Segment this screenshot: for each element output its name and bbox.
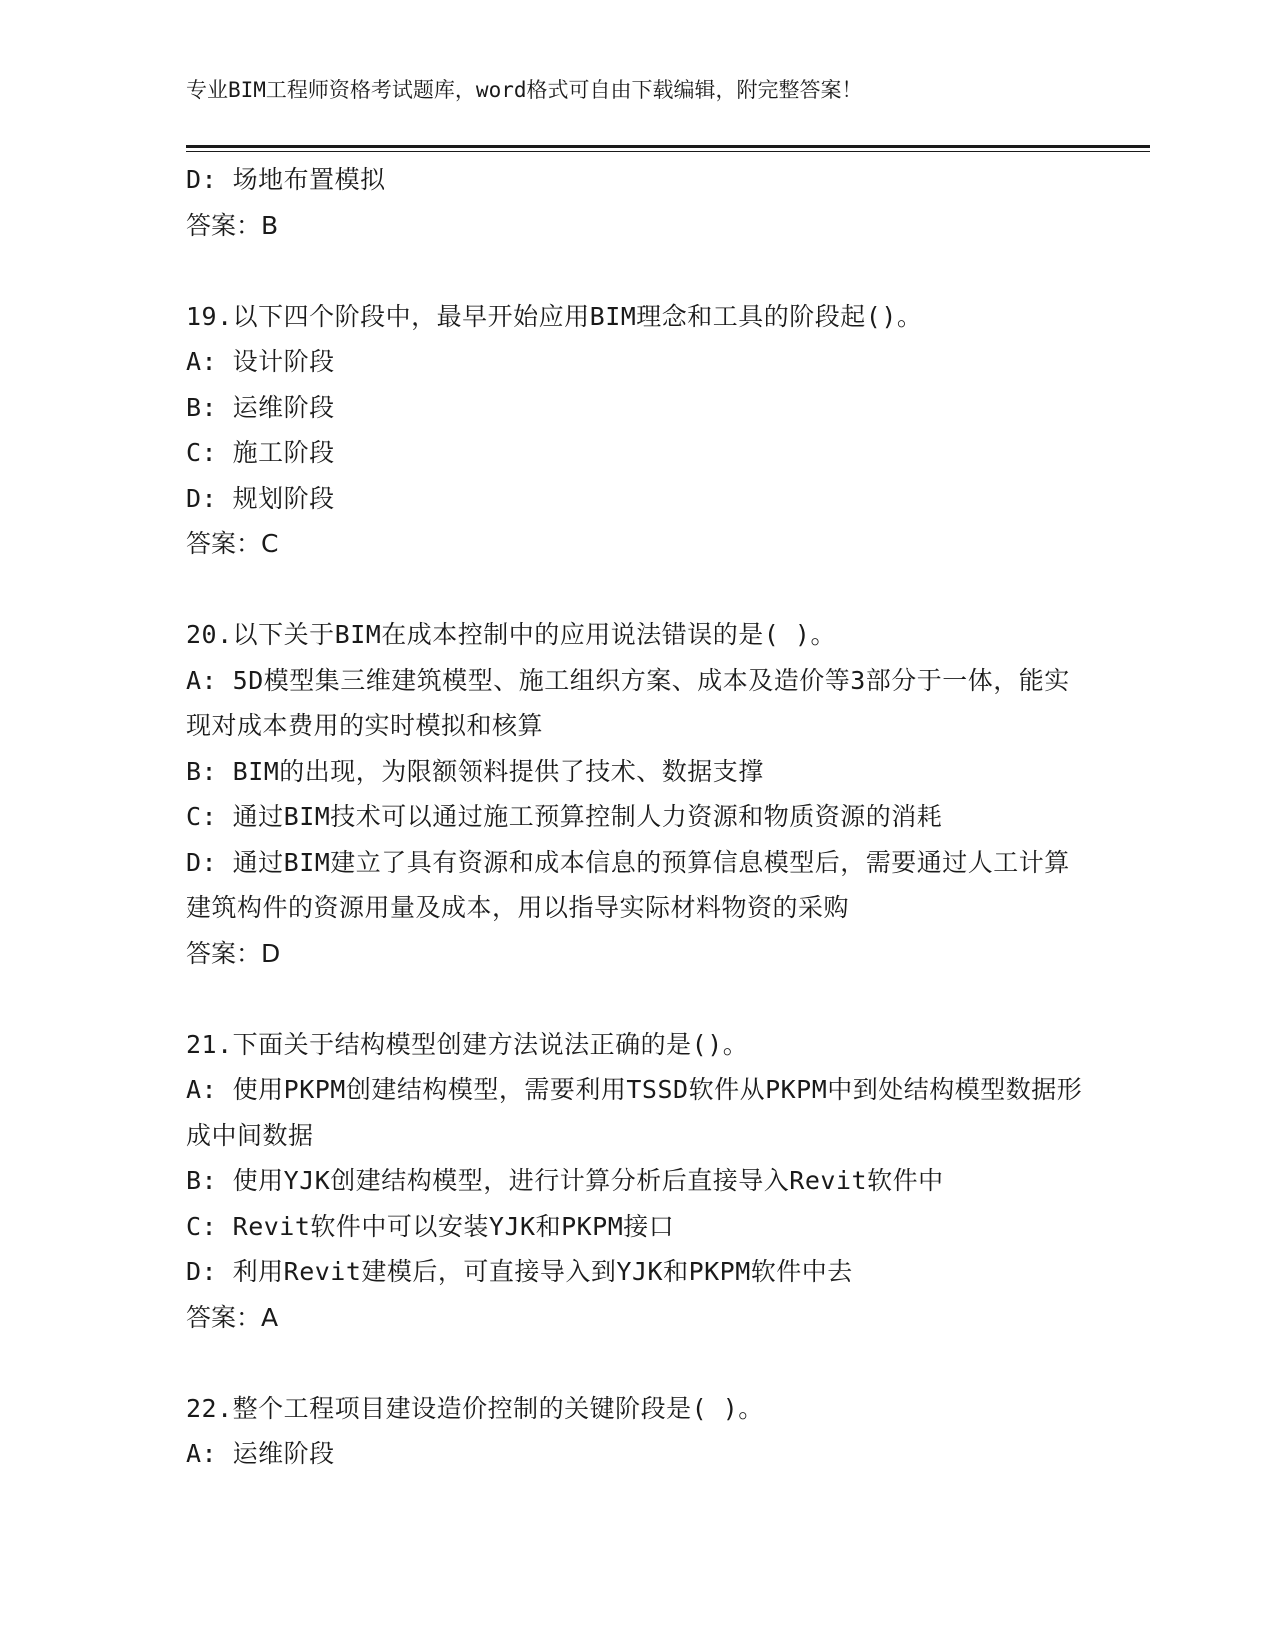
- header-rule-thick: [186, 145, 1150, 148]
- option-line: D: 规划阶段: [186, 483, 335, 513]
- question-stem: 21.下面关于结构模型创建方法说法正确的是()。: [186, 1029, 749, 1059]
- option-line: A: 使用PKPM创建结构模型，需要利用TSSD软件从PKPM中到处结构模型数据形成中间数据: [186, 1075, 1083, 1150]
- page-header: 专业BIM工程师资格考试题库，word格式可自由下载编辑，附完整答案！: [186, 78, 863, 102]
- question-stem: 22.整个工程项目建设造价控制的关键阶段是( )。: [186, 1393, 764, 1423]
- question-20: [186, 612, 1086, 976]
- answer-line: 答案：C: [186, 529, 279, 558]
- answer-line: 答案：A: [186, 1302, 279, 1332]
- option-line: D: 利用Revit建模后，可直接导入到YJK和PKPM软件中去: [186, 1257, 853, 1286]
- option-line: A: 设计阶段: [186, 347, 335, 376]
- option-line: B: 运维阶段: [186, 392, 335, 422]
- question-stem: 19.以下四个阶段中，最早开始应用BIM理念和工具的阶段起()。: [186, 301, 923, 331]
- answer-line: 答案：B: [186, 210, 279, 240]
- spacer: [186, 976, 1086, 1022]
- question-stem: 20.以下关于BIM在成本控制中的应用说法错误的是( )。: [186, 620, 836, 649]
- option-line: C: Revit软件中可以安装YJK和PKPM接口: [186, 1211, 675, 1241]
- option-line: B: BIM的出现，为限额领料提供了技术、数据支撑: [186, 756, 764, 786]
- question-content: [186, 157, 1086, 1477]
- option-line: C: 通过BIM技术可以通过施工预算控制人力资源和物质资源的消耗: [186, 802, 943, 831]
- answer-line: 答案：D: [186, 938, 281, 968]
- spacer: [186, 1340, 1086, 1386]
- option-line: B: 使用YJK创建结构模型，进行计算分析后直接导入Revit软件中: [186, 1166, 944, 1195]
- question-19: [186, 294, 1086, 567]
- question-22: [186, 1386, 1086, 1477]
- option-line: D: 场地布置模拟: [186, 165, 386, 194]
- option-line: A: 运维阶段: [186, 1439, 335, 1468]
- option-line: A: 5D模型集三维建筑模型、施工组织方案、成本及造价等3部分于一体，能实现对成本费用的实时模拟和核算: [186, 665, 1070, 740]
- header-rule-thin: [186, 151, 1150, 152]
- option-line: D: 通过BIM建立了具有资源和成本信息的预算信息模型后，需要通过人工计算建筑构件的资源用量及成本，用以指导实际材料物资的采购: [186, 847, 1070, 922]
- spacer: [186, 567, 1086, 613]
- option-line: C: 施工阶段: [186, 438, 335, 467]
- question-21: [186, 1022, 1086, 1341]
- spacer: [186, 248, 1086, 294]
